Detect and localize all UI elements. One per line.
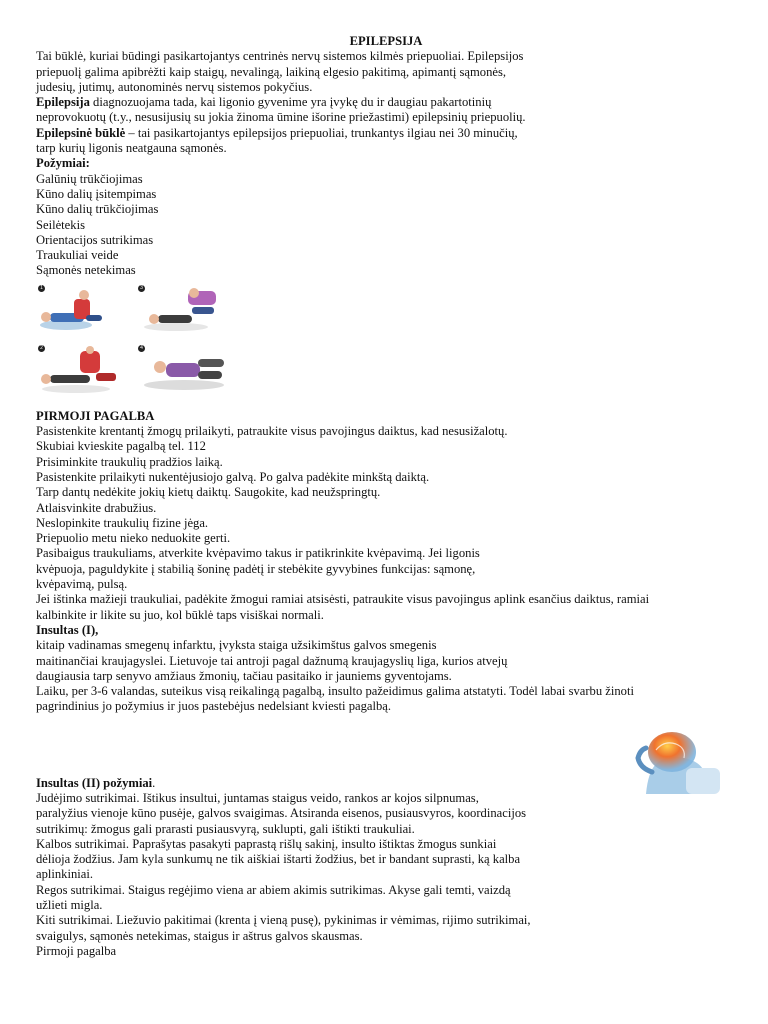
first-aid-line: Atlaisvinkite drabužius. [36, 500, 157, 515]
status-term: Epilepsinė būklė [36, 125, 126, 140]
first-aid-line: Tarp dantų nedėkite jokių kietų daiktų. Saugokite, kad neužspringtų. [36, 485, 381, 500]
intro-line-1: Tai būklė, kuriai būdingi pasikartojantys centrinės nervų sistemos kilmės priepuoliai. Epilepsijos [36, 49, 524, 64]
first-aid-line: kvėpuoja, paguldykite į stabilią šoninę padėtį ir stebėkite gyvybines funkcijas: sąmonę, [36, 561, 476, 576]
step-number: 1 [38, 285, 45, 292]
stroke-sign-line: svaigulys, sąmonės netekimas, staigus ir aštrus galvos skausmas. [36, 928, 363, 943]
stroke-sign-line: dėlioja žodžius. Jam kyla sunkumų ne tik aiškiai ištarti žodžius, bet ir bandant suprasti, ką kalba [36, 852, 521, 867]
diagnosis-text: diagnozuojama tada, kai ligonio gyvenime yra įvykę du ir daugiau pakartotinių [89, 95, 492, 110]
diagnosis-line-2: neprovokuotų (t.y., nesusijusių su jokia žinoma ūmine išorine priežastimi) epilepsinių priepuolių. [36, 110, 526, 125]
status-text: – tai pasikartojantys epilepsijos priepuoliai, trunkantys ilgiau nei 30 minučių, [125, 125, 518, 140]
step-3-illustration [136, 285, 232, 335]
first-aid-line: kalbinkite ir likite su juo, kol būklė taps visiškai normali. [36, 607, 324, 622]
step-number: 3 [138, 285, 145, 292]
stroke-line: pagrindinius jo požymius ir juos pastebėjus nedelsiant kviesti pagalbą. [36, 699, 392, 714]
step-4-illustration [136, 345, 232, 395]
signs-heading: Požymiai: [36, 156, 90, 171]
stroke-sign-line: Regos sutrikimai. Staigus regėjimo viena ar abiem akimis sutrikimas. Akyse gali temti, vaizdą [36, 882, 511, 897]
step-number: 4 [138, 345, 145, 352]
step-1-illustration [36, 285, 132, 335]
sign-item: Sąmonės netekimas [36, 263, 136, 278]
stroke-sign-line: Kalbos sutrikimai. Paprašytas pasakyti paprastą rišlų sakinį, insulto ištiktas žmogus sunkiai [36, 836, 497, 851]
sign-item: Kūno dalių įsitempimas [36, 186, 157, 201]
stroke-line: maitinančiai kraujagyslei. Lietuvoje tai antroji pagal dažnumą kraujagyslių liga, kurios atvejų [36, 653, 508, 668]
stroke-heading: Insultas (I), [36, 622, 99, 637]
sign-item: Orientacijos sutrikimas [36, 232, 154, 247]
stroke-line: daugiausia tarp senyvo amžiaus žmonių, tačiau pasitaiko ir jauniems gyventojams. [36, 668, 452, 683]
step-2-illustration [36, 345, 132, 395]
stroke-sign-line: paralyžius vienoje kūno pusėje, galvos svaigimas. Atsiranda eisenos, pusiausvyros, koordinacijos [36, 806, 527, 821]
first-aid-line: Priepuolio metu nieko neduokite gerti. [36, 531, 231, 546]
document-page [36, 34, 748, 959]
headache-brain-illustration [626, 728, 730, 794]
first-aid-line: Prisiminkite traukulių pradžios laiką. [36, 454, 223, 469]
stroke-signs-heading: Insultas (II) požymiai [36, 775, 153, 790]
intro-line-2: priepuolį galima apibrėžti kaip staigų, nevalingą, laikiną elgesio pakitimą, apimantį sąmonės, [36, 64, 507, 79]
stroke-signs-heading-tail: . [152, 775, 156, 790]
sign-item: Galūnių trūkčiojimas [36, 171, 143, 186]
first-aid-line: Jei ištinka mažieji traukuliai, padėkite žmogui ramiai atsisėsti, patraukite visus pavojingus aplink esančius daiktus, ramiai [36, 592, 650, 607]
stroke-line: kitaip vadinamas smegenų infarktu, įvyksta staiga užsikimštus galvos smegenis [36, 638, 437, 653]
status-line-1 [36, 126, 748, 141]
first-aid-line: kvėpavimą, pulsą. [36, 577, 128, 592]
diagnosis-line-1 [36, 95, 748, 110]
first-aid-line: Skubiai kvieskite pagalbą tel. 112 [36, 439, 206, 454]
stroke-sign-line: Kiti sutrikimai. Liežuvio pakitimai (krenta į vieną pusę), pykinimas ir vėmimas, rijimo sutrikimai, [36, 913, 531, 928]
stroke-sign-line: užlieti migla. [36, 898, 103, 913]
first-aid-line: Pasibaigus traukuliams, atverkite kvėpavimo takus ir patikrinkite kvėpavimą. Jei ligonis [36, 546, 480, 561]
sign-item: Traukuliai veide [36, 248, 119, 263]
stroke-line: Laiku, per 3-6 valandas, suteikus visą reikalingą pagalbą, insulto pažeidimus galima atstatyti. Todėl labai svarbu žinoti [36, 684, 634, 699]
page-title: EPILEPSIJA [349, 34, 423, 48]
first-aid-line: Pasistenkite prilaikyti nukentėjusiojo galvą. Po galva padėkite minkštą daiktą. [36, 469, 430, 484]
stroke-sign-line: aplinkiniai. [36, 867, 94, 882]
sign-item: Kūno dalių trūkčiojimas [36, 202, 159, 217]
sign-item: Seilėtekis [36, 217, 85, 232]
intro-line-3: judesių, jutimų, autonominės nervų sistemos pokyčius. [36, 79, 313, 94]
stroke-sign-line: Judėjimo sutrikimai. Ištikus insultui, juntamas staigus veido, rankos ar kojos silpnumas, [36, 790, 479, 805]
status-line-2: tarp kurių ligonis neatgauna sąmonės. [36, 141, 227, 156]
stroke-sign-line: Pirmoji pagalba [36, 943, 117, 958]
first-aid-line: Neslopinkite traukulių fizine jėga. [36, 515, 209, 530]
recovery-position-illustration [36, 285, 236, 395]
stroke-sign-line: sutrikimų: žmogus gali prarasti pusiausvyrą, suklupti, gali ištikti traukuliai. [36, 821, 415, 836]
first-aid-heading: PIRMOJI PAGALBA [36, 408, 155, 423]
step-number: 2 [38, 345, 45, 352]
first-aid-line: Pasistenkite krentantį žmogų prilaikyti, patraukite visus pavojingus daiktus, kad nesusižalotų. [36, 424, 508, 439]
diagnosis-term: Epilepsija [36, 95, 90, 110]
